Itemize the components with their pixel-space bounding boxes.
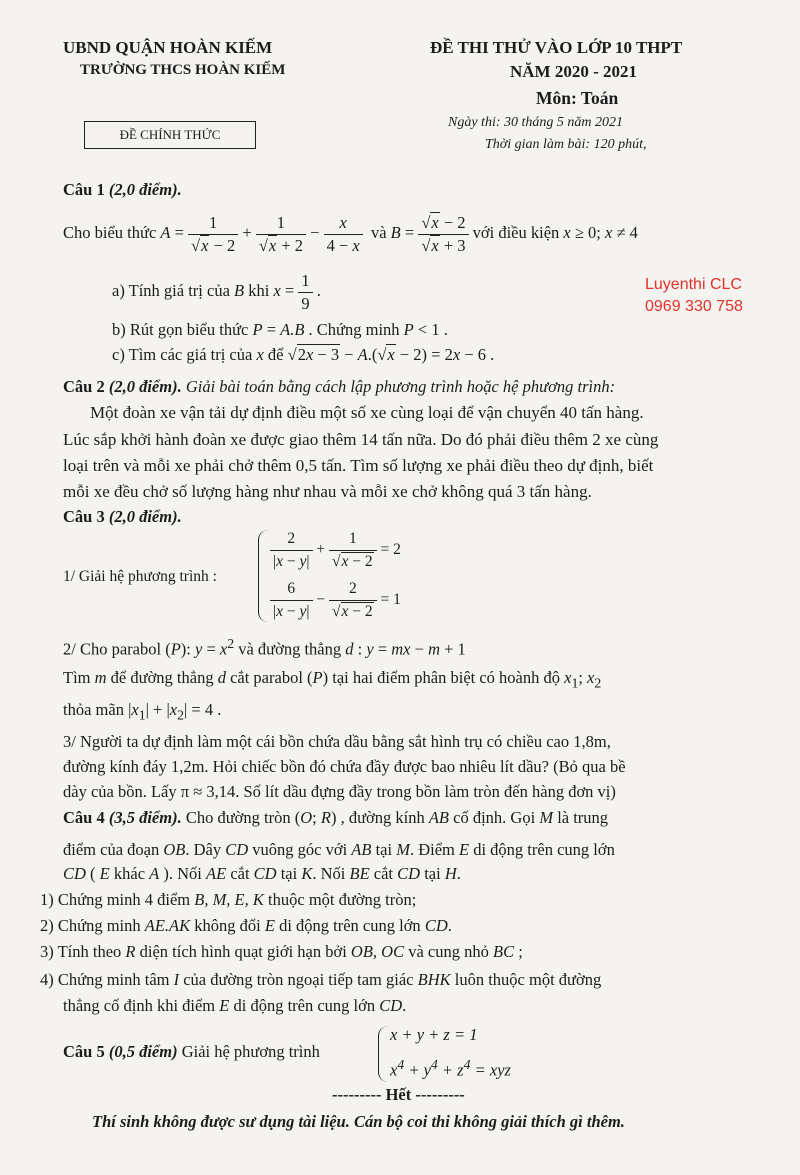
q5-heading: Câu 5 (0,5 điểm) Giải hệ phương trình: [63, 1042, 320, 1061]
footer-note: Thí sinh không được sư dụng tài liệu. Cán bộ coi thi không giải thích gì thêm.: [92, 1112, 625, 1131]
exam-year: NĂM 2020 - 2021: [510, 62, 638, 81]
q3-part-3-line-3: dày của bồn. Lấy π ≈ 3,14. Số lít dầu đựng đầy trong bồn làm tròn đến hàng đơn vị): [63, 782, 616, 801]
q3-part-2-line-1: 2/ Cho parabol (P): $y = x^2$ và đường thẳng d : y = mx − m + 1: [63, 636, 466, 659]
exam-date: Ngày thi: 30 tháng 5 năm 2021: [448, 115, 623, 130]
q5-system-brace: [378, 1026, 389, 1082]
district-name: UBND QUẬN HOÀN KIẾM: [63, 38, 273, 57]
exam-duration: Thời gian làm bài: 120 phút,: [485, 137, 647, 152]
q2-line-3: loại trên và mỗi xe phải chở thêm 0,5 tấn. Tìm số lượng xe phải điều theo dự định, biết: [63, 456, 654, 475]
q4-intro-line-3: CD ( E khác A ). Nối AE cắt CD tại K. Nối BE cắt CD tại H.: [63, 864, 461, 883]
q4-intro-line-2: điểm của đoạn OB. Dây CD vuông góc với AB tại M. Điểm E di động trên cung lớn: [63, 840, 615, 859]
q4-item-3: 3) Tính theo R diện tích hình quạt giới hạn bởi OB, OC và cung nhỏ BC ;: [40, 942, 523, 961]
q3-system-eq2: $\frac{6}{|x - y|}$ − $\frac{2}{√x - 2}$ = 1: [270, 578, 401, 623]
q4-item-2: 2) Chứng minh AE.AK không đổi E di động trên cung lớn CD.: [40, 916, 452, 935]
q3-part-3-line-2: đường kính đáy 1,2m. Hỏi chiếc bồn đó chứa đầy được bao nhiêu lít dầu? (Bỏ qua bề: [63, 757, 626, 776]
q1-expression: Cho biểu thức A = $\frac{1}{√x - 2}$ + $\frac{1}{√x + 2}$ − $\frac{x}{4 - x}$ và B = $\frac{√x - 2}{√x + 3}$ với điều kiện x ≥ 0; x ≠ 4: [63, 212, 638, 255]
q4-item-4-line-1: 4) Chứng minh tâm I của đường tròn ngoại tiếp tam giác BHK luôn thuộc một đường: [40, 970, 602, 989]
q3-part-1-label: 1/ Giải hệ phương trình :: [63, 568, 217, 585]
q4-item-1: 1) Chứng minh 4 điểm B, M, E, K thuộc một đường tròn;: [40, 890, 417, 909]
q2-line-2: Lúc sắp khởi hành đoàn xe được giao thêm 14 tấn nữa. Do đó phải điều thêm 2 xe cùng: [63, 430, 659, 449]
q3-part-2-line-3: thỏa mãn $|x_1| + |x_2| = 4$ .: [63, 700, 222, 723]
q5-system-eq1: x + y + z = 1: [390, 1025, 478, 1044]
exam-title: ĐỀ THI THỬ VÀO LỚP 10 THPT: [430, 38, 683, 57]
q2-line-1: Một đoàn xe vận tải dự định điều một số xe cùng loại để vận chuyển 40 tấn hàng.: [90, 403, 644, 422]
q3-part-3-line-1: 3/ Người ta dự định làm một cái bồn chứa dầu bằng sắt hình trụ có chiều cao 1,8m,: [63, 732, 611, 751]
q3-system-brace: [258, 530, 269, 622]
q3-heading: Câu 3 (2,0 điểm).: [63, 507, 182, 526]
q1-heading: Câu 1 (2,0 điểm).: [63, 180, 182, 199]
q1-part-b: b) Rút gọn biểu thức P = A.B . Chứng minh P < 1 .: [112, 320, 448, 339]
q2-line-4: mỗi xe đều chở số lượng hàng như nhau và mỗi xe chở không quá 3 tấn hàng.: [63, 482, 592, 501]
official-label: ĐỀ CHÍNH THỨC: [84, 121, 256, 149]
q3-part-2-line-2: Tìm m để đường thẳng d cắt parabol (P) tại hai điểm phân biệt có hoành độ $x_1$; $x_2$: [63, 668, 602, 691]
end-marker: --------- Hết ---------: [332, 1085, 465, 1104]
q1-part-c: c) Tìm các giá trị của x để √2x − 3 − A.(√x − 2) = 2x − 6 .: [112, 345, 495, 364]
q2-heading: Câu 2 (2,0 điểm). Giải bài toán bằng cách lập phương trình hoặc hệ phương trình:: [63, 377, 616, 396]
school-name: TRƯỜNG THCS HOÀN KIẾM: [80, 62, 286, 78]
q4-intro-line-1: Câu 4 (3,5 điểm). Cho đường tròn (O; R) , đường kính AB cố định. Gọi M là trung: [63, 808, 609, 827]
q4-item-4-line-2: thẳng cố định khi điểm E di động trên cung lớn CD.: [63, 996, 407, 1015]
q3-system-eq1: $\frac{2}{|x - y|}$ + $\frac{1}{√x - 2}$ = 2: [270, 528, 401, 573]
watermark: Luyenthi CLC 0969 330 758: [645, 276, 743, 315]
q5-system-eq2: $x^4 + y^4 + z^4$ = xyz: [390, 1057, 511, 1080]
exam-subject: Môn: Toán: [536, 88, 619, 108]
q1-part-a: a) Tính giá trị của B khi x = $\frac{1}{9}$ .: [112, 270, 321, 313]
